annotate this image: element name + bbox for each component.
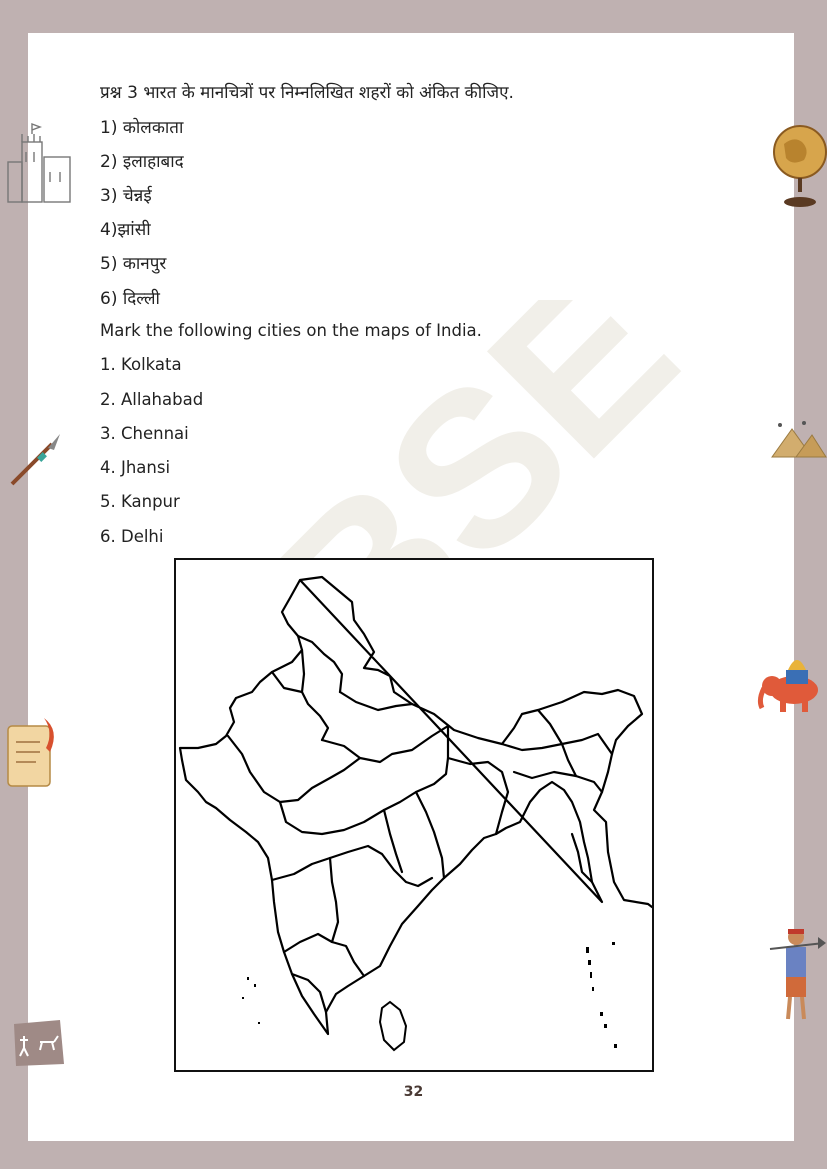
city-english-item: 1. Kolkata xyxy=(100,355,182,374)
cave-painting-icon xyxy=(10,1018,66,1068)
india-map-drawing xyxy=(176,560,652,1070)
spear-icon xyxy=(8,430,66,488)
city-hindi-item: 2) इलाहाबाद xyxy=(100,152,184,172)
india-outline-map xyxy=(174,558,654,1072)
city-english-item: 3. Chennai xyxy=(100,424,189,443)
pyramid-icon xyxy=(770,415,827,461)
city-hindi-item: 5) कानपुर xyxy=(100,254,167,274)
question-english: Mark the following cities on the maps of India. xyxy=(100,321,482,340)
globe-icon xyxy=(770,122,827,210)
city-english-item: 6. Delhi xyxy=(100,527,164,546)
city-hindi-item: 1) कोलकाता xyxy=(100,118,184,138)
city-english-item: 5. Kanpur xyxy=(100,492,180,511)
city-hindi-item: 4)झांसी xyxy=(100,220,151,240)
city-english-item: 4. Jhansi xyxy=(100,458,171,477)
question-hindi: प्रश्न 3 भारत के मानचित्रों पर निम्नलिखित शहरों को अंकित कीजिए. xyxy=(100,83,514,103)
fort-icon xyxy=(4,122,76,204)
page-number: 32 xyxy=(403,1084,424,1100)
scroll-quill-icon xyxy=(0,712,66,796)
warrior-icon xyxy=(768,925,827,1023)
elephant-icon xyxy=(754,648,827,716)
city-english-item: 2. Allahabad xyxy=(100,390,204,409)
city-hindi-item: 6) दिल्ली xyxy=(100,289,160,309)
city-hindi-item: 3) चेन्नई xyxy=(100,186,152,206)
